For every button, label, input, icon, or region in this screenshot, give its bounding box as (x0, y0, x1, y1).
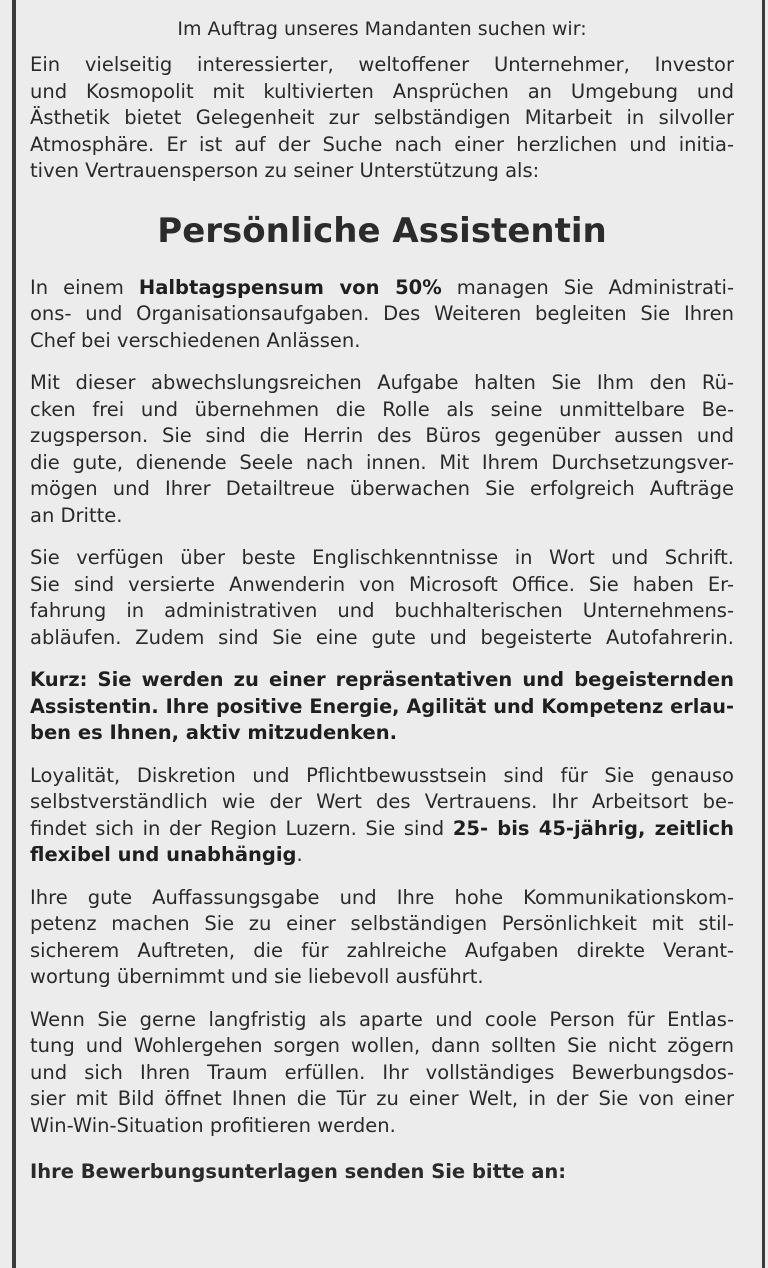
paragraph-personality (30, 885, 734, 991)
text-line: die gute, dienende Seele nach innen. Mit Ihrem Durchsetzungsver- (30, 450, 734, 474)
text-line: abläufen. Zudem sind Sie eine gute und begeisterte Autofahrerin. (30, 625, 734, 649)
text-line: und Kosmopolit mit kultivierten Ansprüchen an Umgebung und (30, 79, 734, 103)
text-line: Wenn Sie gerne langfristig als aparte und coole Person für Entlas- (30, 1007, 734, 1031)
text-span: managen Sie Administrati- (441, 275, 734, 299)
text-line: Sie verfügen über beste Englischkenntnisse in Wort und Schrift. (30, 546, 734, 569)
text-line: an Dritte. (30, 503, 123, 527)
text-line: ons- und Organisationsaufgaben. Des Weiteren begleiten Sie Ihren (30, 302, 734, 325)
text-line: zugsperson. Sie sind die Herrin des Büros gegenüber aussen und (30, 424, 734, 447)
paragraph-skills (30, 545, 734, 651)
paragraph-tasks (30, 370, 734, 529)
text-line: tiven Vertrauensperson zu seiner Unterstützung als: (30, 159, 540, 182)
text-line: mögen und Ihrer Detailtreue überwachen Sie erfolgreich Aufträge (30, 477, 734, 500)
text-line: selbstverständlich wie der Wert des Vertrauens. Ihr Arbeitsort be- (30, 790, 734, 813)
text-line: wortung übernimmt und sie liebevoll ausführt. (30, 965, 484, 988)
text-line (30, 275, 734, 302)
job-title: Persönliche Assistentin (157, 210, 607, 251)
text-span: In einem (30, 275, 139, 299)
text-line: Loyalität, Diskretion und Pflichtbewusstsein sind für Sie genauso (30, 763, 734, 787)
bold-flexible: flexibel und unabhängig (30, 843, 297, 866)
text-line (30, 816, 734, 843)
text-line: tung und Wohlergehen sorgen wollen, dann sollten Sie nicht zögern (30, 1034, 734, 1057)
text-span: findet sich in der Region Luzern. Sie sind (30, 816, 453, 840)
text-line: Ihre gute Auffassungsgabe und Ihre hohe Kommunikationskom- (30, 885, 734, 909)
text-line: Ein vielseitig interessierter, weltoffener Unternehmer, Investor (30, 53, 734, 76)
text-line: Chef bei verschiedenen Anlässen. (30, 328, 361, 352)
bold-age: 25- bis 45-jährig, zeitlich (452, 816, 734, 840)
paragraph-requirements (30, 763, 734, 869)
text-line: sicherem Auftreten, die für zahlreiche Aufgaben direkte Verant- (30, 938, 734, 962)
paragraph-invitation (30, 1007, 734, 1140)
text-line-bold: ben es Ihnen, aktiv mitzudenken. (30, 721, 398, 744)
text-line: sier mit Bild öffnet Ihnen die Tür zu einer Welt, in der Sie von einer (30, 1087, 734, 1110)
text-span: . (296, 843, 303, 866)
paragraph-employer (30, 52, 734, 185)
intro-heading: Im Auftrag unseres Mandanten suchen wir: (177, 18, 587, 40)
text-line: Atmosphäre. Er ist auf der Suche nach einer herzlichen und initia- (30, 132, 734, 156)
text-line: petenz machen Sie zu einer selbständigen Persönlichkeit mit stil- (30, 912, 734, 935)
text-line-bold: Assistentin. Ihre positive Energie, Agilität und Kompetenz erlau- (30, 694, 734, 718)
text-line: Mit dieser abwechslungsreichen Aufgabe halten Sie Ihm den Rü- (30, 371, 734, 394)
text-line: fahrung in administrativen und buchhalterischen Unternehmens- (30, 599, 734, 622)
application-heading: Ihre Bewerbungsunterlagen senden Sie bitte an: (30, 1160, 567, 1183)
bold-workload: Halbtagspensum von 50% (138, 275, 442, 299)
text-line: Sie sind versierte Anwenderin von Microsoft Office. Sie haben Er- (30, 572, 734, 596)
paragraph-workload (30, 275, 734, 355)
text-line (30, 842, 734, 869)
text-line: Ästhetik bietet Gelegenheit zur selbständigen Mitarbeit in silvoller (30, 106, 734, 129)
text-line-bold: Kurz: Sie werden zu einer repräsentativen und begeisternden (30, 668, 734, 691)
paragraph-summary (30, 667, 734, 747)
text-line: Win-Win-Situation profitieren werden. (30, 1113, 396, 1137)
text-line: cken frei und übernehmen die Rolle als seine unmittelbare Be- (30, 397, 734, 421)
job-ad (30, 14, 734, 1186)
text-line: und sich Ihren Traum erfüllen. Ihr vollständiges Bewerbungsdos- (30, 1060, 734, 1084)
